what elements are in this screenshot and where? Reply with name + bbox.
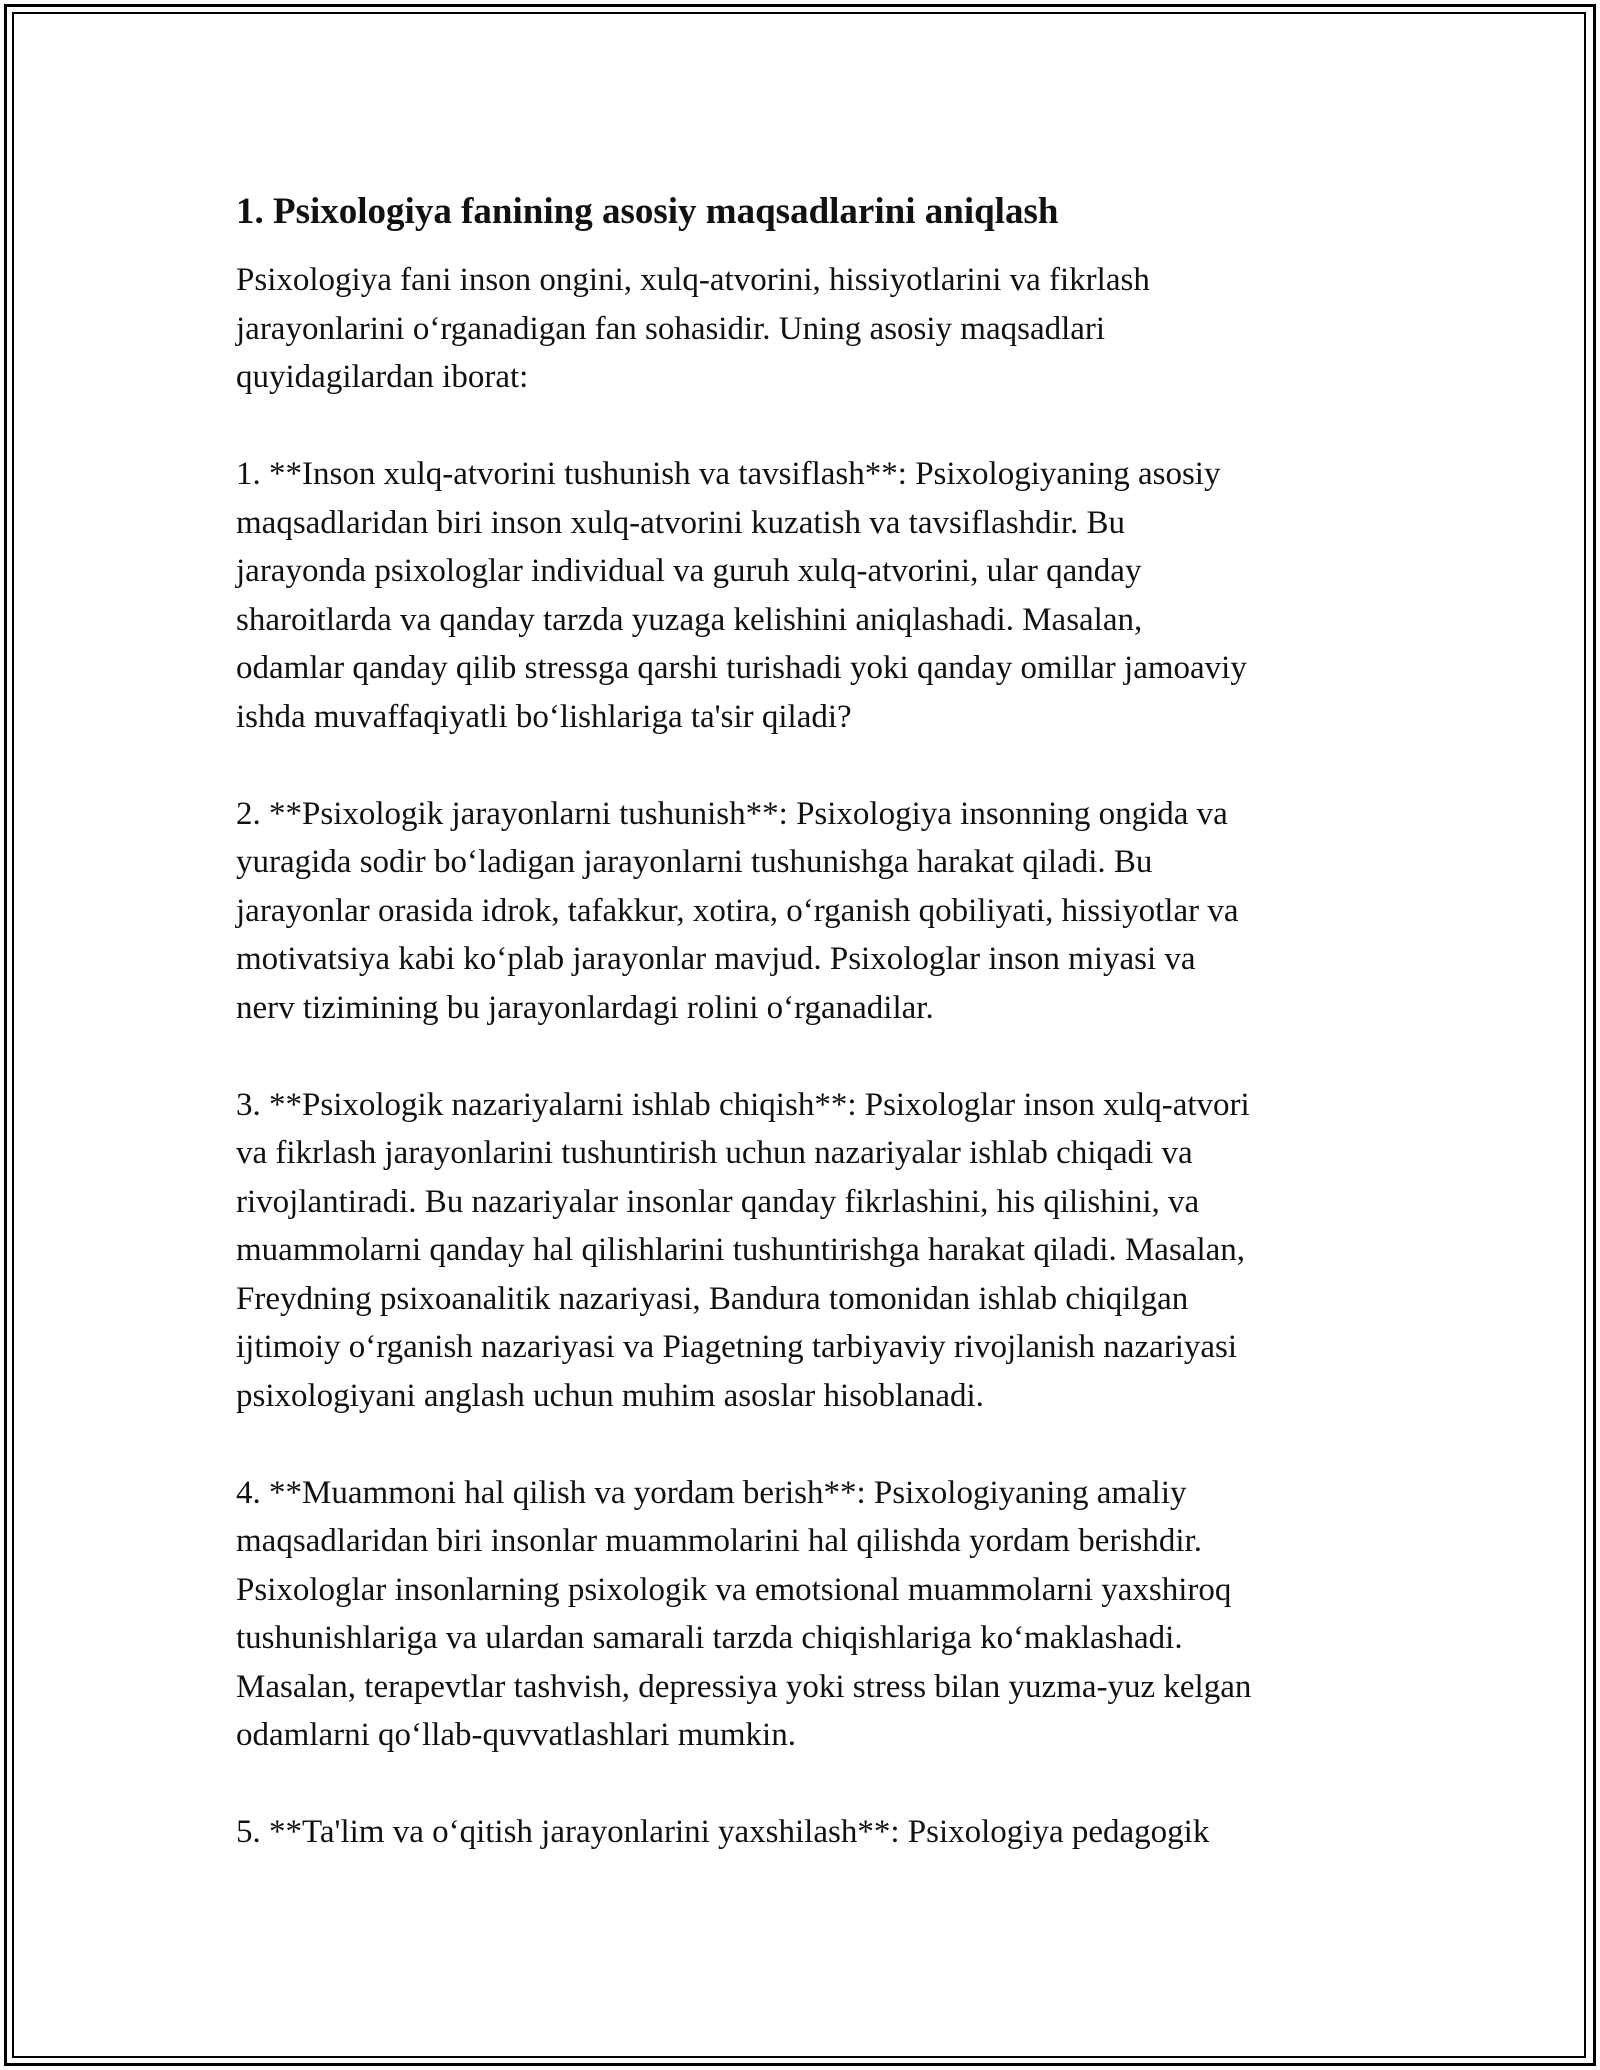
list-item-3-paragraph: 3. **Psixologik nazariyalarni ishlab chiqish**: Psixologlar inson xulq-atvori va fikrlash jarayonlarini tushuntirish uchun nazariyalar ishlab chiqadi va rivojlantiradi. Bu nazariyalar insonlar qanday fikrlashini, his qilishini, va muammolarni qanday hal qilishlarini tushuntirishga harakat qiladi. Masalan, Freydning psixoanalitik nazariyasi, Bandura tomonidan ishlab chiqilgan ijtimoiy o‘rganish nazariyasi va Piagetning tarbiyaviy rivojlanish nazariyasi psixologiyani anglash uchun muhim asoslar hisoblanadi.: [236, 1086, 1250, 1414]
document-title: 1. Psixologiya fanining asosiy maqsadlarini aniqlash: [236, 191, 1059, 232]
intro-paragraph: Psixologiya fani inson ongini, xulq-atvorini, hissiyotlarini va fikrlash jarayonlarini o‘rganadigan fan sohasidir. Uning asosiy maqsadlari quyidagilardan iborat:: [236, 262, 1150, 395]
list-item-4-paragraph: 4. **Muammoni hal qilish va yordam berish**: Psixologiyaning amaliy maqsadlaridan biri insonlar muammolarini hal qilishda yordam berishdir. Psixologlar insonlarning psixologik va emotsional muammolarni yaxshiroq tushunishlariga va ulardan samarali tarzda chiqishlariga ko‘maklashadi. Masalan, terapevtlar tashvish, depressiya yoki stress bilan yuzma-yuz kelgan odamlarni qo‘llab-quvvatlashlari mumkin.: [236, 1474, 1252, 1753]
list-item-1-paragraph: 1. **Inson xulq-atvorini tushunish va tavsiflash**: Psixologiyaning asosiy maqsadlaridan biri inson xulq-atvorini kuzatish va tavsiflashdir. Bu jarayonda psixologlar individual va guruh xulq-atvorini, ular qanday sharoitlarda va qanday tarzda yuzaga kelishini aniqlashadi. Masalan, odamlar qanday qilib stressga qarshi turishadi yoki qanday omillar jamoaviy ishda muvaffaqiyatli bo‘lishlariga ta'sir qiladi?: [236, 456, 1247, 735]
list-item-5-paragraph: 5. **Ta'lim va o‘qitish jarayonlarini yaxshilash**: Psixologiya pedagogik: [236, 1814, 1210, 1850]
list-item-2-paragraph: 2. **Psixologik jarayonlarni tushunish**: Psixologiya insonning ongida va yuragida sodir bo‘ladigan jarayonlarni tushunishga harakat qiladi. Bu jarayonlar orasida idrok, tafakkur, xotira, o‘rganish qobiliyati, hissiyotlar va motivatsiya kabi ko‘plab jarayonlar mavjud. Psixologlar inson miyasi va nerv tizimining bu jarayonlardagi rolini o‘rganadilar.: [236, 795, 1239, 1026]
document-body: [236, 188, 1386, 1857]
